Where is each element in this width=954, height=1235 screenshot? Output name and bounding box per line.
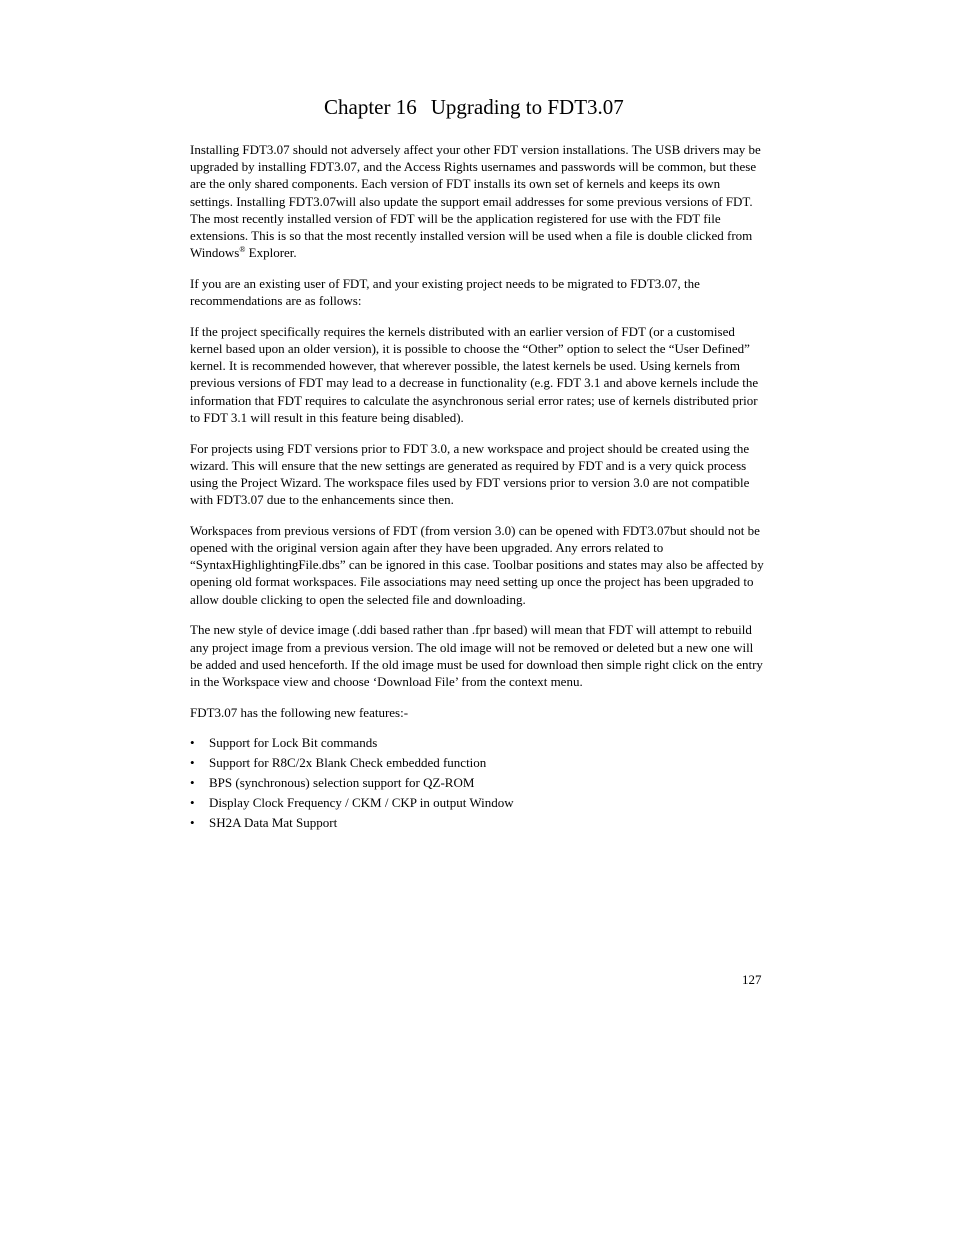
list-item xyxy=(190,794,764,814)
list-item xyxy=(190,774,764,794)
list-item-text: Support for Lock Bit commands xyxy=(209,735,378,751)
page-number: 127 xyxy=(742,972,762,987)
paragraph-intro-text: Installing FDT3.07 should not adversely affect your other FDT version installations. The USB drivers may be upgraded by installing FDT3.07, and the Access Rights usernames and passwords will be common, but these are the only shared components. Each version of FDT installs its own set of kernels and keeps its own settings. Installing FDT3.07will also update the support email addresses for some previous versions of FDT. The most recently installed version of FDT will be the application registered for use with the FDT file extensions. This is so that the most recently installed version will be used when a file is double clicked from Windows xyxy=(190,142,761,261)
list-item xyxy=(190,814,764,834)
paragraph-intro-end: Explorer. xyxy=(245,245,297,261)
bullet-icon: • xyxy=(190,795,195,811)
chapter-body xyxy=(190,141,764,834)
paragraph-intro xyxy=(190,141,764,261)
paragraph-workspaces: Workspaces from previous versions of FDT (from version 3.0) can be opened with FDT3.07but should not be opened with the original version again after they have been upgraded. Any errors related to “SyntaxHighlightingFile.dbs” can be ignored in this case. Toolbar positions and states may also be affected by opening old format workspaces. File associations may need setting up once the project has been upgraded to allow double clicking to open the selected file and downloading. xyxy=(190,522,764,607)
chapter-title: Upgrading to FDT3.07 xyxy=(430,95,624,119)
registered-mark: ® xyxy=(239,245,246,255)
feature-list xyxy=(190,734,764,834)
list-item-text: Support for R8C/2x Blank Check embedded function xyxy=(209,755,487,771)
bullet-icon: • xyxy=(190,735,195,751)
chapter-heading xyxy=(324,94,624,120)
paragraph-existing-users: If you are an existing user of FDT, and your existing project needs to be migrated to FDT3.07, the recommendations are as follows: xyxy=(190,275,700,309)
bullet-icon: • xyxy=(190,755,195,771)
paragraph-old-versions: For projects using FDT versions prior to FDT 3.0, a new workspace and project should be created using the wizard. This will ensure that the new settings are generated as required by FDT and is a very quick process using the Project Wizard. The workspace files used by FDT versions prior to version 3.0 are not compatible with FDT3.07 due to the enhancements since then. xyxy=(190,440,750,508)
list-item-text: BPS (synchronous) selection support for QZ-ROM xyxy=(209,775,475,791)
list-item-text: SH2A Data Mat Support xyxy=(209,815,338,831)
list-item xyxy=(190,754,764,774)
list-item-text: Display Clock Frequency / CKM / CKP in output Window xyxy=(209,795,514,811)
paragraph-features-intro: FDT3.07 has the following new features:- xyxy=(190,704,409,720)
paragraph-kernels: If the project specifically requires the kernels distributed with an earlier version of FDT (or a customised kernel based upon an older version), it is possible to choose the “Other” option to select the “User Defined” kernel. It is recommended however, that wherever possible, the latest kernels be used. Using kernels from previous versions of FDT may lead to a decrease in functionality (e.g. FDT 3.1 and above kernels include the information that FDT requires to calculate the asynchronous serial error rates; use of kernels distributed prior to FDT 3.1 will result in this feature being disabled). xyxy=(190,323,759,425)
bullet-icon: • xyxy=(190,775,195,791)
chapter-label: Chapter 16 xyxy=(324,95,417,119)
paragraph-device-image: The new style of device image (.ddi based rather than .fpr based) will mean that FDT will attempt to rebuild any project image from a previous version. The old image will not be removed or deleted but a new one will be added and used henceforth. If the old image must be used for download then simple right click on the entry in the Workspace view and choose ‘Download File’ from the context menu. xyxy=(190,622,763,689)
list-item xyxy=(190,734,764,754)
bullet-icon: • xyxy=(190,815,195,831)
